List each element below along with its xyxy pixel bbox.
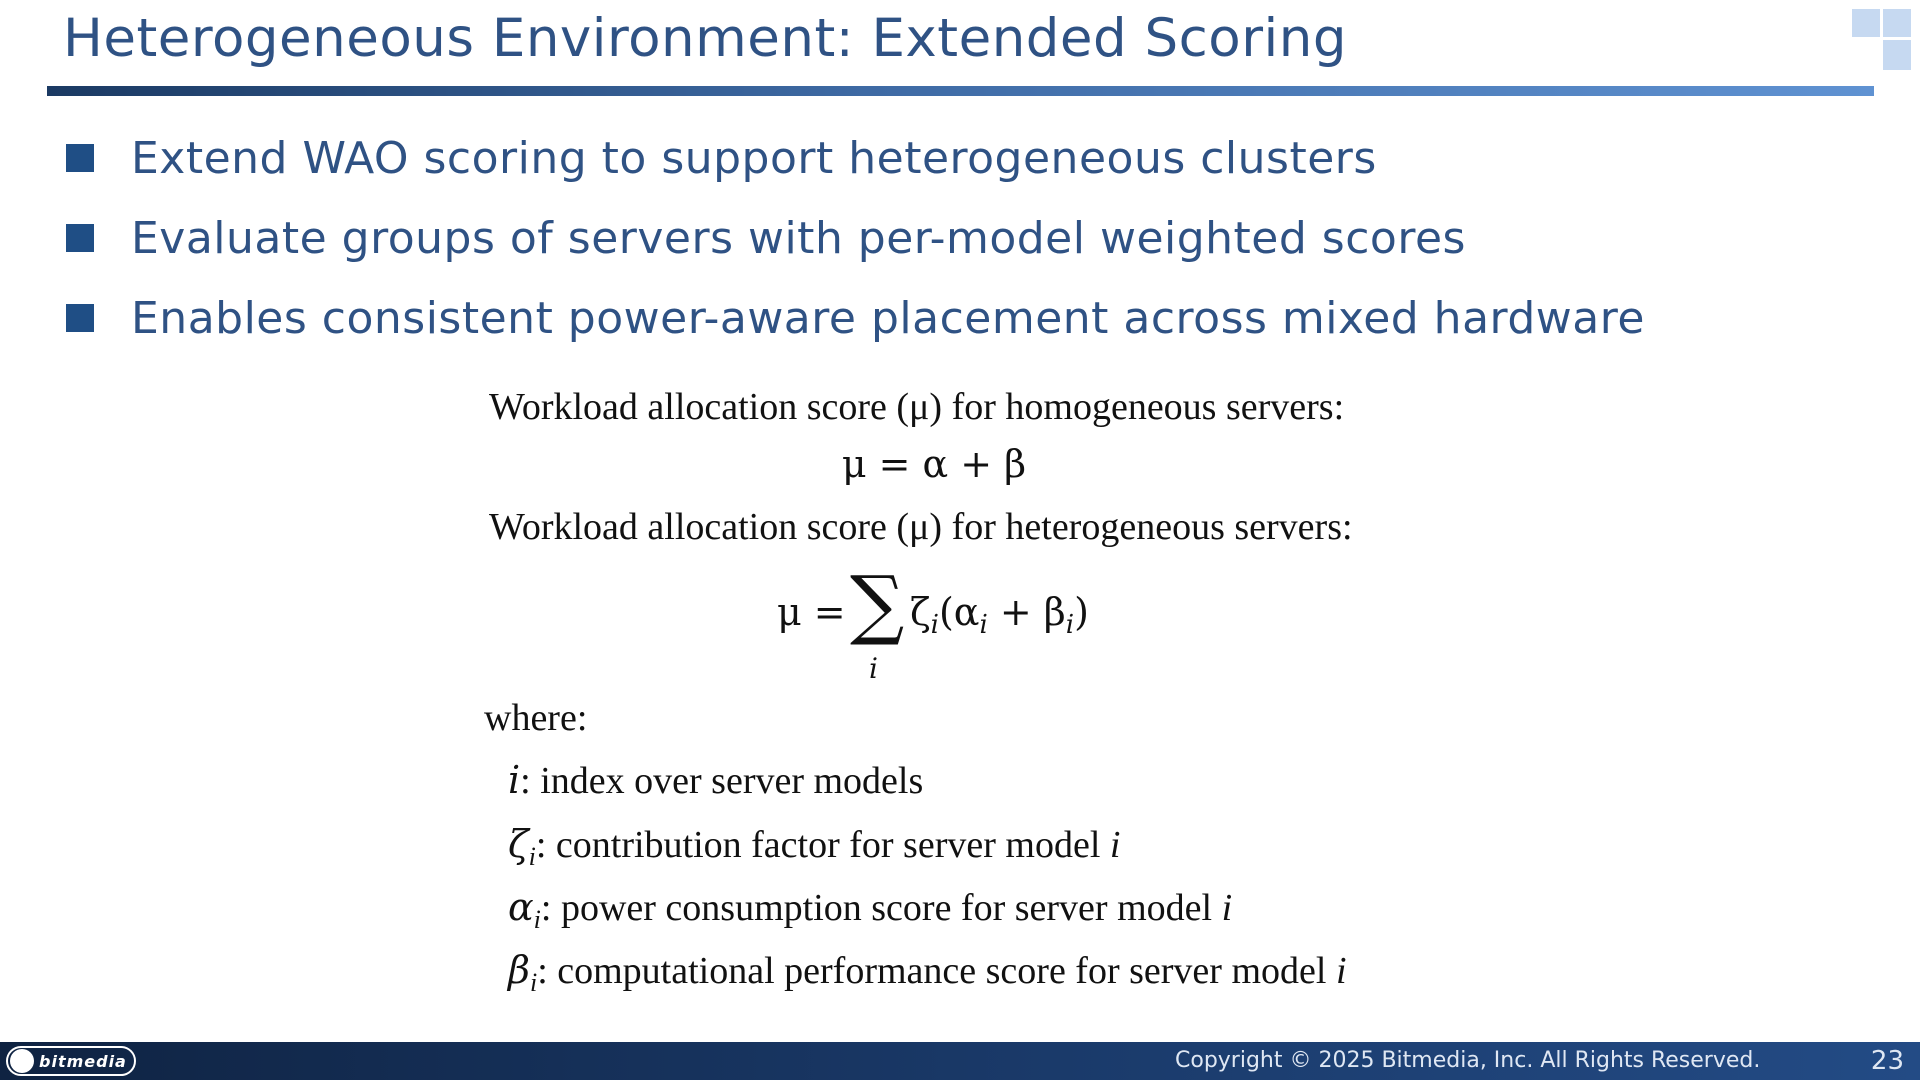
beta-term: + β	[987, 590, 1066, 634]
homogeneous-equation: μ = α + β	[841, 442, 1027, 486]
definition-alpha	[508, 885, 1232, 935]
equation-lhs: μ =	[777, 590, 846, 634]
heterogeneous-equation	[777, 559, 1117, 692]
alpha-subscript: i	[533, 905, 541, 934]
beta-subscript: i	[1065, 610, 1075, 640]
equation-rhs	[910, 590, 1089, 640]
corner-square-bottom-right	[1883, 40, 1911, 70]
beta-subscript: i	[529, 968, 538, 997]
i-symbol: i	[508, 758, 521, 802]
corner-square-top-right	[1883, 9, 1911, 37]
definition-zeta	[508, 822, 1120, 872]
zeta-symbol: ζ	[508, 822, 529, 866]
beta-symbol: β	[508, 948, 530, 992]
title-underline	[47, 86, 1874, 96]
bullet-text: Extend WAO scoring to support heterogeneous clusters	[131, 132, 1377, 184]
model-index: i	[1221, 887, 1233, 929]
bullet-text: Evaluate groups of servers with per-model weighted scores	[131, 212, 1466, 264]
zeta-subscript: i	[528, 842, 536, 871]
definition-beta	[508, 948, 1347, 998]
homogeneous-label: Workload allocation score (μ) for homogeneous servers:	[489, 386, 1345, 428]
zeta-definition-text: : contribution factor for server model	[535, 824, 1110, 866]
bullet-list	[66, 118, 1645, 358]
bullet-square-icon	[66, 144, 94, 172]
alpha-symbol: α	[508, 885, 534, 929]
bullet-text: Enables consistent power-aware placement across mixed hardware	[131, 292, 1645, 344]
bullet-item	[66, 198, 1645, 278]
bullet-item	[66, 118, 1645, 198]
beta-definition-text: : computational performance score for server model	[537, 950, 1336, 992]
logo-text: bitmedia	[39, 1051, 127, 1071]
slide-title: Heterogeneous Environment: Extended Scoring	[63, 8, 1347, 69]
bullet-square-icon	[66, 304, 94, 332]
alpha-subscript: i	[979, 610, 988, 640]
footer-bar	[0, 1042, 1920, 1080]
where-label: where:	[484, 697, 588, 739]
i-definition-text: : index over server models	[520, 760, 924, 802]
page-number: 23	[1870, 1046, 1904, 1076]
model-index: i	[1109, 824, 1121, 866]
definition-i	[508, 758, 923, 803]
model-index: i	[1335, 950, 1347, 992]
summation-icon: ∑	[850, 559, 905, 648]
heterogeneous-label: Workload allocation score (μ) for heterogeneous servers:	[489, 506, 1353, 548]
bullet-square-icon	[66, 224, 94, 252]
summation-index: i	[869, 652, 878, 685]
logo-circle-icon	[10, 1049, 34, 1073]
copyright-text: Copyright © 2025 Bitmedia, Inc. All Rights Reserved.	[1175, 1048, 1761, 1073]
zeta-symbol: ζ	[910, 590, 931, 634]
corner-square-top-left	[1852, 9, 1880, 37]
close-paren: )	[1074, 590, 1089, 634]
alpha-definition-text: : power consumption score for server model	[540, 887, 1222, 929]
alpha-term: (α	[938, 590, 980, 634]
bitmedia-logo	[6, 1046, 136, 1076]
zeta-subscript: i	[930, 610, 939, 640]
bullet-item	[66, 278, 1645, 358]
